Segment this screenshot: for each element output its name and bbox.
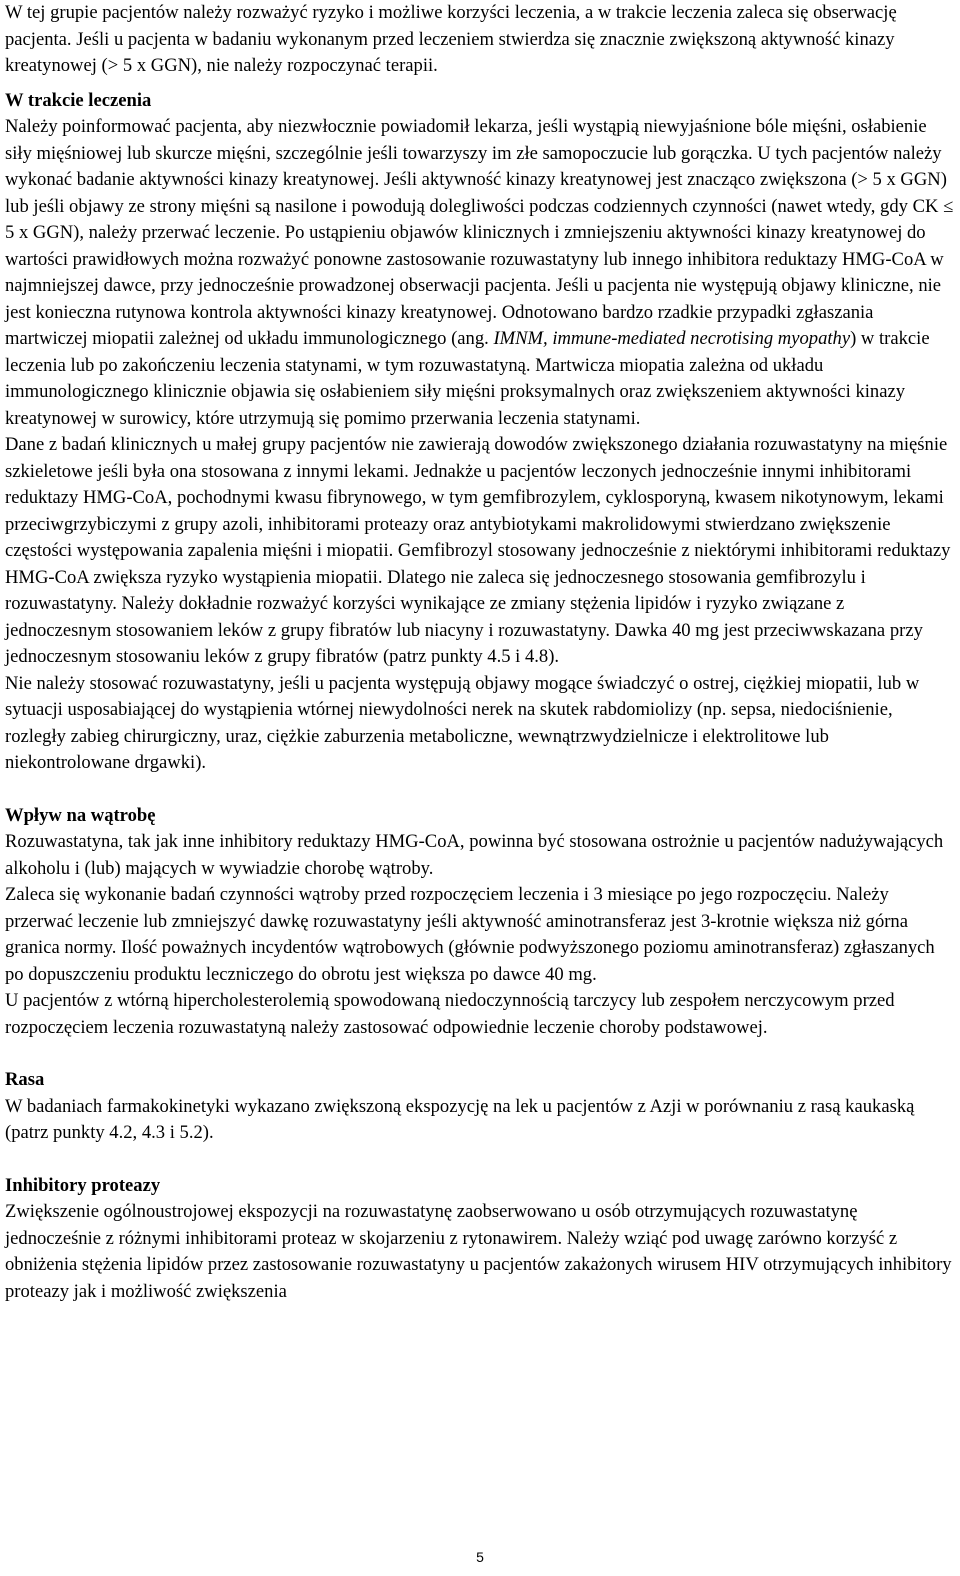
during-treatment-text-1-end: ) w trakcie leczenia lub po zakończeniu leczenia statynami, w tym rozuwastatyną. Martwicza miopatia zależna od układu immunologicznego klinicznie objawia się osłabieniem siły mięśni proksymalnych oraz zwiększeniem aktywności kinazy kreatynowej w surowicy, które utrzymują się pomimo przerwania leczenia statynami.: [5, 328, 930, 429]
section-heading-protease-inhibitors: Inhibitory proteazy: [5, 1174, 161, 1196]
liver-paragraph-2: Zaleca się wykonanie badań czynności wątroby przed rozpoczęciem leczenia i 3 miesiące po jego rozpoczęciu. Należy przerwać leczenie lub zmniejszyć dawkę rozuwastatyny jeśli aktywność aminotransferaz jest 3-krotnie większa niż górna granica normy. Ilość poważnych incydentów wątrobowych (głównie podwyższonego poziomu aminotransferaz) zgłaszanych po dopuszczeniu produktu leczniczego do obrotu jest większa po dawce 40 mg.: [5, 884, 935, 985]
document-page: [5, 0, 955, 1305]
imnm-term: IMNM, immune-mediated necrotising myopathy: [493, 328, 851, 349]
section-heading-liver: Wpływ na wątrobę: [5, 804, 156, 826]
liver-paragraph-1: Rozuwastatyna, tak jak inne inhibitory reduktazy HMG-CoA, powinna być stosowana ostrożnie u pacjentów nadużywających alkoholu i (lub) mających w wywiadzie chorobę wątroby.: [5, 831, 944, 879]
section-heading-race: Rasa: [5, 1069, 45, 1090]
during-treatment-text-1: Należy poinformować pacjenta, aby niezwłocznie powiadomił lekarza, jeśli wystąpią niewyjaśnione bóle mięśni, osłabienie siły mięśniowej lub skurcze mięśni, szczególnie jeśli towarzyszy im złe samopoczucie lub gorączka. U tych pacjentów należy wykonać badanie aktywności kinazy kreatynowej. Jeśli aktywność kinazy kreatynowej jest znacząco zwiększona (> 5 x GGN) lub jeśli objawy ze strony mięśni są nasilone i powodują dolegliwości podczas codziennych czynności (nawet wtedy, gdy CK ≤ 5 x GGN), należy przerwać leczenie. Po ustąpieniu objawów klinicznych i zmniejszeniu aktywności kinazy kreatynowej do wartości prawidłowych można rozważyć ponowne zastosowanie rozuwastatyny lub innego inhibitora reduktazy HMG-CoA w najmniejszej dawce, przy jednocześnie prowadzonej obserwacji pacjenta. Jeśli u pacjenta nie występują objawy kliniczne, nie jest konieczna rutynowa kontrola aktywności kinazy kreatynowej. Odnotowano bardzo rzadkie przypadki zgłaszania martwiczej miopatii zależnej od układu immunologicznego (ang.: [5, 116, 954, 349]
during-treatment-paragraph-1: [5, 114, 955, 432]
during-treatment-paragraph-2: Dane z badań klinicznych u małej grupy pacjentów nie zawierają dowodów zwiększonego działania rozuwastatyny na mięśnie szkieletowe jeśli była ona stosowana z innymi lekami. Jednakże u pacjentów leczonych jednocześnie innymi inhibitorami reduktazy HMG-CoA, pochodnymi kwasu fibrynowego, w tym gemfibrozylem, cyklosporyną, kwasem nikotynowym, lekami przeciwgrzybiczymi z grupy azoli, inhibitorami proteazy oraz antybiotykami makrolidowymi stwierdzano zwiększenie częstości występowania zapalenia mięśni i miopatii. Gemfibrozyl stosowany jednocześnie z niektórymi inhibitorami reduktazy HMG-CoA zwiększa ryzyko wystąpienia miopatii. Dlatego nie zaleca się jednoczesnego stosowania gemfibrozylu i rozuwastatyny. Należy dokładnie rozważyć korzyści wynikające ze zmiany stężenia lipidów i ryzyko związane z jednoczesnym stosowaniem leków z grupy fibratów lub niacyny i rozuwastatyny. Dawka 40 mg jest przeciwwskazana przy jednoczesnym stosowaniu leków z grupy fibratów (patrz punkty 4.5 i 4.8).: [5, 434, 951, 667]
during-treatment-paragraph-3: Nie należy stosować rozuwastatyny, jeśli u pacjenta występują objawy mogące świadczyć o ostrej, ciężkiej miopatii, lub w sytuacji usposabiającej do wystąpienia wtórnej niewydolności nerek na skutek rabdomiolizy (np. sepsa, niedociśnienie, rozległy zabieg chirurgiczny, uraz, ciężkie zaburzenia metaboliczne, wewnątrzwydzielnicze i elektrolitowe lub niekontrolowane drgawki).: [5, 672, 920, 773]
race-paragraph-1: W badaniach farmakokinetyki wykazano zwiększoną ekspozycję na lek u pacjentów z Azji w porównaniu z rasą kaukaską (patrz punkty 4.2, 4.3 i 5.2).: [5, 1095, 915, 1143]
page-number: 5: [476, 1549, 484, 1565]
section-heading-during-treatment: W trakcie leczenia: [5, 89, 152, 111]
protease-paragraph-1: Zwiększenie ogólnoustrojowej ekspozycji na rozuwastatynę zaobserwowano u osób otrzymujących rozuwastatynę jednocześnie z różnymi inhibitorami proteaz w skojarzeniu z rytonawirem. Należy wziąć pod uwagę zarówno korzyść z obniżenia stężenia lipidów przez zastosowanie rozuwastatyny u pacjentów zakażonych wirusem HIV otrzymujących inhibitory proteazy jak i możliwość zwiększenia: [5, 1201, 952, 1302]
liver-paragraph-3: U pacjentów z wtórną hipercholesterolemią spowodowaną niedoczynnością tarczycy lub zespołem nerczycowym przed rozpoczęciem leczenia rozuwastatyną należy zastosować odpowiednie leczenie choroby podstawowej.: [5, 990, 895, 1038]
intro-paragraph: W tej grupie pacjentów należy rozważyć ryzyko i możliwe korzyści leczenia, a w trakcie leczenia zaleca się obserwację pacjenta. Jeśli u pacjenta w badaniu wykonanym przed leczeniem stwierdza się znacznie zwiększoną aktywność kinazy kreatynowej (> 5 x GGN), nie należy rozpoczynać terapii.: [5, 2, 897, 76]
